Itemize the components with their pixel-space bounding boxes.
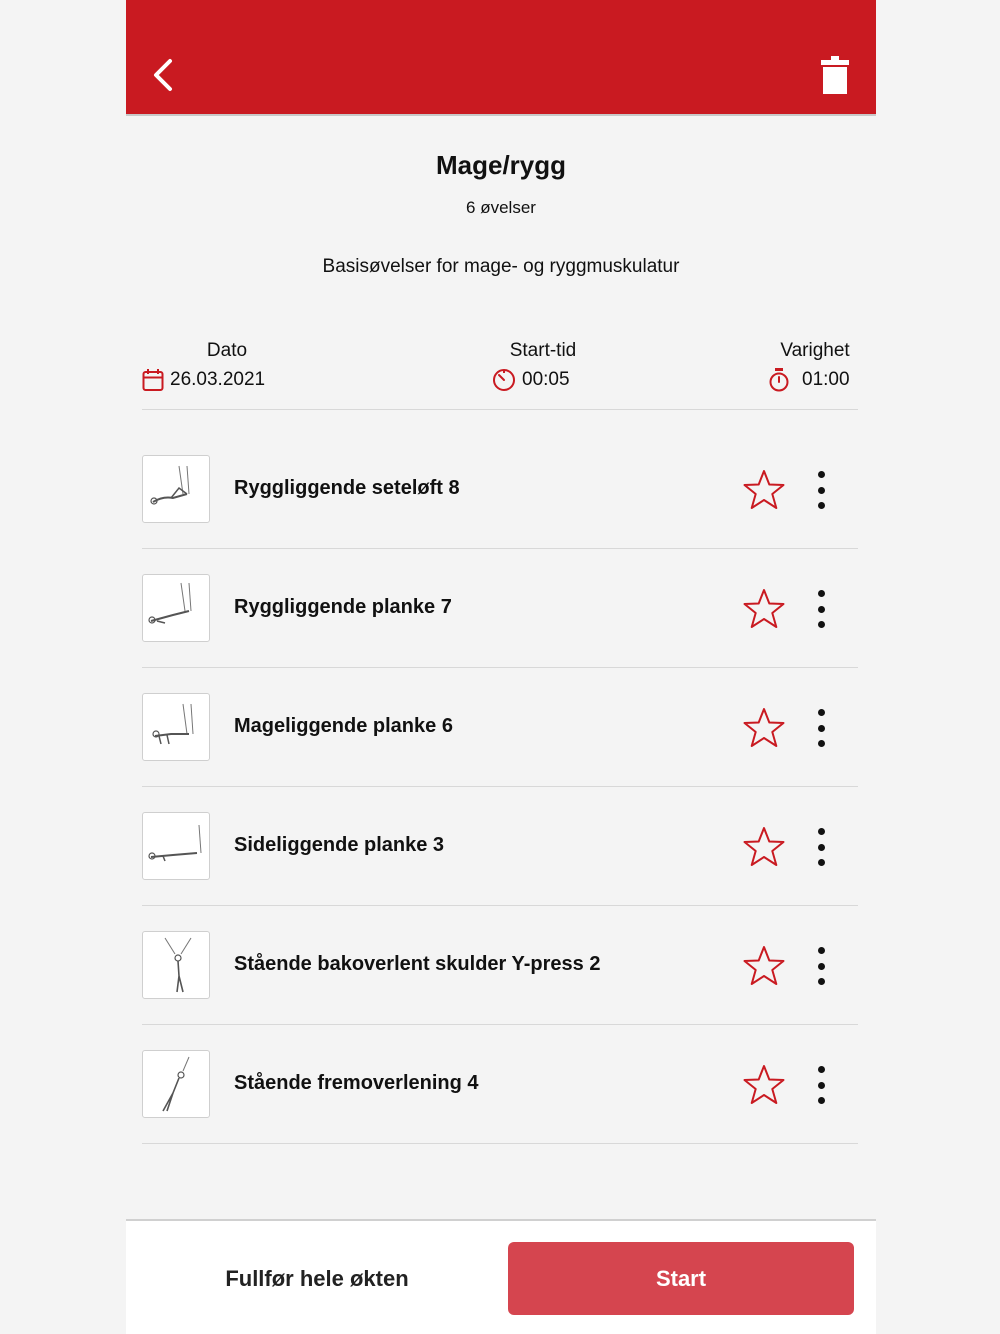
- list-item[interactable]: [142, 430, 858, 549]
- dot-icon: [818, 502, 825, 509]
- exercise-illustration-icon: [143, 456, 210, 523]
- stopwatch-icon: [768, 368, 790, 392]
- exercise-thumbnail: [142, 812, 210, 880]
- favorite-star-icon[interactable]: [742, 468, 786, 512]
- list-item[interactable]: [142, 668, 858, 787]
- exercise-thumbnail: [142, 1050, 210, 1118]
- exercise-illustration-icon: [143, 813, 210, 880]
- more-options-button[interactable]: [806, 706, 836, 750]
- date-field[interactable]: [142, 340, 312, 392]
- dot-icon: [818, 606, 825, 613]
- more-options-button[interactable]: [806, 587, 836, 631]
- back-button[interactable]: [140, 52, 186, 98]
- favorite-star-icon[interactable]: [742, 1063, 786, 1107]
- duration-value: 01:00: [802, 369, 850, 390]
- favorite-star-icon[interactable]: [742, 706, 786, 750]
- dot-icon: [818, 859, 825, 866]
- exercise-name: Ryggliggende seteløft 8: [234, 477, 460, 499]
- exercise-illustration-icon: [143, 932, 210, 999]
- exercise-name: Ryggliggende planke 7: [234, 596, 452, 618]
- timer-icon: [492, 368, 516, 392]
- list-item[interactable]: [142, 549, 858, 668]
- favorite-star-icon[interactable]: [742, 944, 786, 988]
- dot-icon: [818, 740, 825, 747]
- bottom-action-bar: [126, 1219, 876, 1334]
- exercise-thumbnail: [142, 574, 210, 642]
- more-options-button[interactable]: [806, 1063, 836, 1107]
- dot-icon: [818, 590, 825, 597]
- list-item[interactable]: [142, 787, 858, 906]
- start-time-value-row: [492, 368, 588, 392]
- trash-icon: [820, 55, 850, 95]
- exercise-illustration-icon: [143, 1051, 210, 1118]
- dot-icon: [818, 725, 825, 732]
- dot-icon: [818, 844, 825, 851]
- exercise-thumbnail: [142, 693, 210, 761]
- exercise-illustration-icon: [143, 575, 210, 642]
- exercise-name: Stående bakoverlent skulder Y-press 2: [234, 953, 601, 975]
- more-options-button[interactable]: [806, 468, 836, 512]
- dot-icon: [818, 1066, 825, 1073]
- duration-field[interactable]: [770, 340, 860, 392]
- exercise-list: [142, 430, 858, 1144]
- start-time-value: 00:05: [522, 369, 570, 390]
- favorite-star-icon[interactable]: [742, 587, 786, 631]
- exercise-name: Stående fremoverlening 4: [234, 1072, 479, 1094]
- exercise-thumbnail: [142, 931, 210, 999]
- exercise-count: 6 øvelser: [466, 198, 536, 217]
- dot-icon: [818, 709, 825, 716]
- duration-value-row: [768, 368, 860, 392]
- dot-icon: [818, 963, 825, 970]
- more-options-button[interactable]: [806, 825, 836, 869]
- more-options-button[interactable]: [806, 944, 836, 988]
- calendar-icon: [142, 368, 164, 392]
- chevron-left-icon: [148, 57, 178, 93]
- dot-icon: [818, 828, 825, 835]
- top-bar: [126, 0, 876, 116]
- favorite-star-icon[interactable]: [742, 825, 786, 869]
- list-item[interactable]: [142, 1025, 858, 1144]
- date-value: 26.03.2021: [170, 369, 266, 390]
- dot-icon: [818, 621, 825, 628]
- dot-icon: [818, 1082, 825, 1089]
- exercise-illustration-icon: [143, 694, 210, 761]
- dot-icon: [818, 1097, 825, 1104]
- session-info: [142, 340, 858, 410]
- list-item[interactable]: [142, 906, 858, 1025]
- exercise-thumbnail: [142, 455, 210, 523]
- exercise-name: Sideliggende planke 3: [234, 834, 445, 856]
- start-button[interactable]: Start: [508, 1242, 854, 1315]
- workout-title: Mage/rygg: [435, 150, 567, 180]
- dot-icon: [818, 471, 825, 478]
- dot-icon: [818, 947, 825, 954]
- start-time-label: Start-tid: [509, 340, 577, 361]
- date-value-row: [142, 368, 312, 392]
- duration-label: Varighet: [780, 340, 850, 361]
- dot-icon: [818, 487, 825, 494]
- delete-button[interactable]: [812, 52, 858, 98]
- finish-session-button[interactable]: Fullfør hele økten: [225, 1265, 409, 1291]
- start-time-field[interactable]: [498, 340, 588, 392]
- exercise-name: Mageliggende planke 6: [234, 715, 453, 737]
- date-label: Dato: [206, 340, 248, 361]
- workout-description: Basisøvelser for mage- og ryggmuskulatur: [322, 256, 680, 277]
- dot-icon: [818, 978, 825, 985]
- app-screen: [126, 0, 876, 1334]
